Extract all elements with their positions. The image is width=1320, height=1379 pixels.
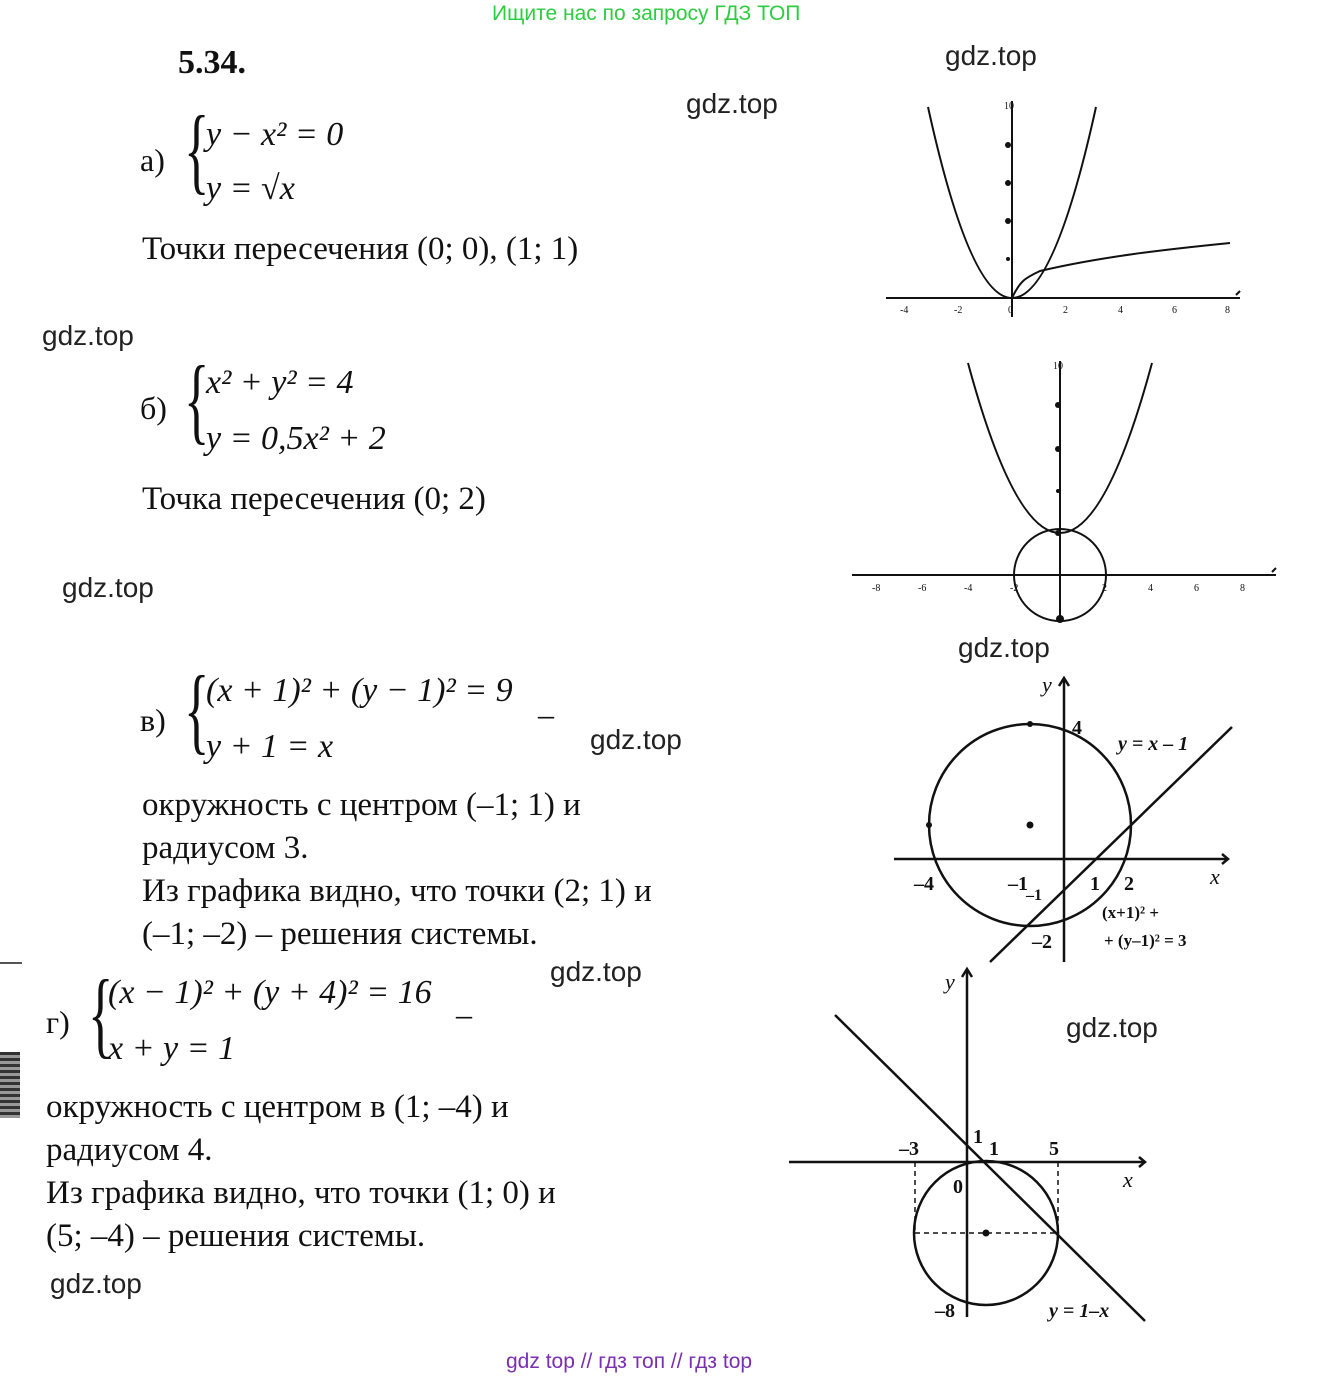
part-v-eq1: (x + 1)² + (y − 1)² = 9 [206, 672, 513, 709]
graph-v-center [1027, 822, 1034, 829]
part-b-eq2: y = 0,5x² + 2 [206, 420, 386, 457]
graph-v-tick-m2: –2 [1032, 931, 1052, 953]
svg-text:8: 8 [1240, 583, 1245, 594]
graph-g-tick-m3: –3 [899, 1138, 919, 1160]
graph-g-tick-0: 0 [953, 1176, 963, 1198]
part-b-label: б) [140, 390, 167, 426]
watermark: gdz.top [62, 572, 154, 603]
part-b-result: Точка пересечения (0; 2) [142, 481, 486, 517]
part-a-result: Точки пересечения (0; 0), (1; 1) [142, 231, 579, 267]
svg-text:8: 8 [1225, 305, 1230, 316]
graph-g-line-label: y = 1–x [1049, 1300, 1110, 1322]
svg-text:10: 10 [1053, 361, 1063, 372]
graph-b-ticks [872, 361, 1245, 623]
graph-g-tick-5: 5 [1049, 1138, 1059, 1160]
graph-g [785, 965, 1155, 1327]
part-a-eq2: y = √x [206, 170, 295, 207]
watermark: gdz.top [550, 956, 642, 987]
svg-text:2: 2 [1063, 305, 1068, 316]
svg-text:-6: -6 [918, 583, 927, 594]
graph-v-line-label: y = x – 1 [1118, 733, 1189, 755]
part-a-label: а) [140, 142, 165, 178]
part-v-line: (–1; –2) – решения системы. [142, 916, 538, 952]
graph-v-circle-label: + (y–1)² = 3 [1104, 931, 1187, 950]
watermark: gdz.top [42, 320, 134, 351]
part-g-line: Из графика видно, что точки (1; 0) и [46, 1175, 556, 1211]
scan-mark [0, 962, 22, 964]
watermark: gdz.top [686, 88, 778, 119]
svg-text:6: 6 [1172, 305, 1177, 316]
watermark: gdz.top [945, 40, 1037, 71]
graph-v-dot [926, 822, 932, 828]
part-b-eq1: x² + y² = 4 [206, 364, 354, 401]
part-b-brace: { [184, 346, 210, 453]
graph-v-tick-m1x: –1 [1008, 873, 1028, 895]
watermark: gdz.top [590, 724, 682, 755]
footer-links: gdz top // гдз топ // гдз top [506, 1350, 753, 1373]
watermark: gdz.top [50, 1268, 142, 1299]
svg-text:2: 2 [1102, 583, 1107, 594]
graph-a-sqrt-curve [1012, 243, 1230, 298]
svg-text:-4: -4 [964, 583, 973, 594]
graph-g-tick-m8: –8 [935, 1300, 955, 1322]
svg-text:-2: -2 [954, 305, 963, 316]
graph-a [880, 95, 1250, 325]
part-a-eq1: y − x² = 0 [206, 116, 344, 153]
watermark: gdz.top [958, 632, 1050, 663]
svg-text:4: 4 [1148, 583, 1153, 594]
graph-g-y-label: y [945, 969, 955, 994]
part-g-dash: – [456, 996, 472, 1032]
graph-v-x-label: x [1210, 864, 1220, 889]
part-v-dash: – [538, 696, 554, 732]
part-v-line: Из графика видно, что точки (2; 1) и [142, 873, 652, 909]
graph-v-tick-m4: –4 [914, 873, 934, 895]
watermark: gdz.top [1066, 1012, 1158, 1043]
graph-v-dot [1027, 721, 1033, 727]
graph-b [850, 355, 1282, 630]
graph-v [890, 670, 1240, 965]
site-banner: Ищите нас по запросу ГДЗ ТОП [492, 2, 801, 25]
part-v-brace: { [184, 656, 210, 763]
problem-number: 5.34. [178, 44, 246, 81]
graph-g-tick-1x: 1 [989, 1138, 999, 1160]
part-g-eq1: (x − 1)² + (y + 4)² = 16 [108, 974, 432, 1011]
part-v-eq2: y + 1 = x [206, 728, 334, 765]
svg-text:6: 6 [1194, 583, 1199, 594]
graph-v-tick-m1y: –1 [1026, 887, 1042, 904]
svg-text:-2: -2 [1010, 583, 1019, 594]
svg-text:0: 0 [1008, 305, 1013, 316]
graph-v-circle-label: (x+1)² + [1102, 903, 1160, 922]
scan-mark [0, 1052, 20, 1118]
graph-v-tick-2: 2 [1124, 873, 1134, 895]
part-g-eq2: x + y = 1 [108, 1030, 236, 1067]
graph-g-x-label: x [1123, 1167, 1133, 1192]
graph-v-tick-4: 4 [1072, 717, 1082, 739]
part-g-brace: { [88, 960, 114, 1067]
graph-g-tick-1y: 1 [973, 1126, 983, 1148]
part-a-brace: { [184, 96, 210, 203]
part-g-line: (5; –4) – решения системы. [46, 1218, 426, 1254]
graph-v-tick-1: 1 [1090, 873, 1100, 895]
part-v-line: окружность с центром (–1; 1) и [142, 787, 581, 823]
graph-v-line [990, 727, 1232, 962]
svg-text:4: 4 [1118, 305, 1123, 316]
graph-g-line [835, 1015, 1145, 1321]
graph-a-ticks [900, 101, 1230, 316]
svg-text:-8: -8 [872, 583, 881, 594]
part-v-label: в) [140, 702, 166, 738]
part-v-line: радиусом 3. [142, 830, 309, 866]
graph-v-y-label: y [1042, 672, 1052, 697]
part-g-line: окружность с центром в (1; –4) и [46, 1089, 509, 1125]
svg-text:-4: -4 [900, 305, 909, 316]
part-g-label: г) [46, 1004, 70, 1040]
graph-g-center [983, 1230, 990, 1237]
part-g-line: радиусом 4. [46, 1132, 213, 1168]
svg-text:10: 10 [1004, 101, 1014, 112]
